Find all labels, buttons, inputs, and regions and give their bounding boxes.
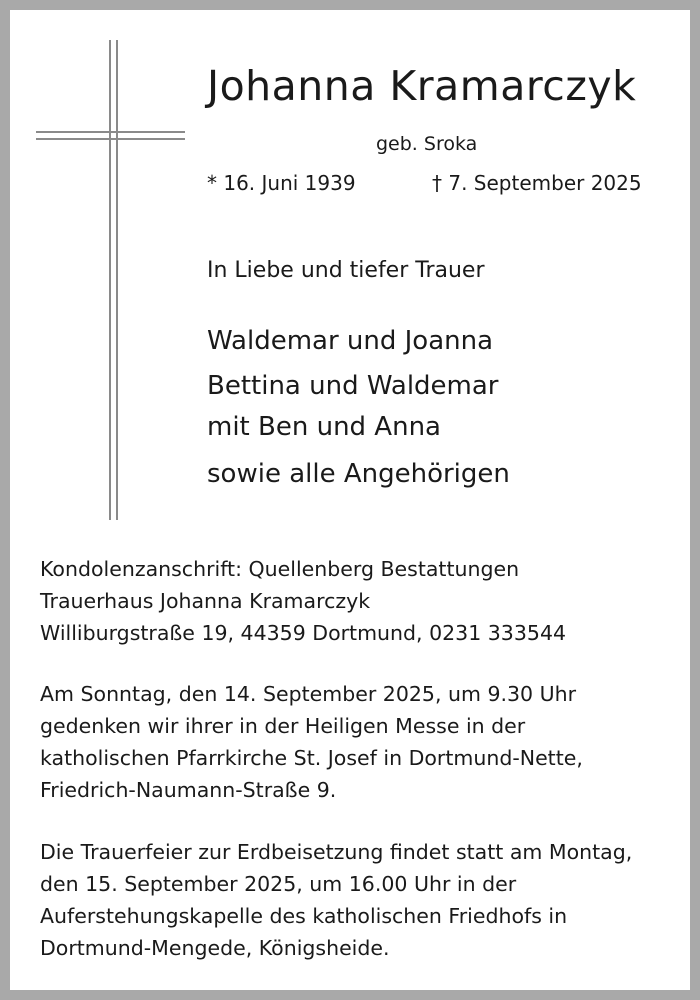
family-line: sowie alle Angehörigen	[207, 459, 510, 489]
family-line: Bettina und Waldemar	[207, 371, 499, 401]
condolence-line: Trauerhaus Johanna Kramarczyk	[40, 589, 371, 613]
funeral-line: Auferstehungskapelle des katholischen Friedhofs in	[40, 904, 568, 928]
deceased-name: Johanna Kramarczyk	[207, 62, 637, 110]
family-list	[207, 321, 510, 495]
family-line: mit Ben und Anna	[207, 412, 441, 442]
funeral-notice	[40, 836, 632, 964]
mass-notice	[40, 678, 583, 806]
funeral-line: Dortmund-Mengede, Königsheide.	[40, 936, 390, 960]
cross-horizontal-beam	[36, 131, 185, 140]
mass-line: gedenken wir ihrer in der Heiligen Messe in der	[40, 714, 526, 738]
mourning-line: In Liebe und tiefer Trauer	[207, 258, 485, 283]
funeral-line: Die Trauerfeier zur Erdbeisetzung findet statt am Montag,	[40, 840, 633, 864]
family-line: Waldemar und Joanna	[207, 326, 494, 356]
mass-line: Am Sonntag, den 14. September 2025, um 9.30 Uhr	[40, 682, 577, 706]
condolence-line: Kondolenzanschrift: Quellenberg Bestattungen	[40, 557, 520, 581]
mass-line: Friedrich-Naumann-Straße 9.	[40, 778, 337, 802]
birth-date: * 16. Juni 1939	[207, 171, 356, 195]
funeral-line: den 15. September 2025, um 16.00 Uhr in der	[40, 872, 517, 896]
condolence-line: Williburgstraße 19, 44359 Dortmund, 0231 333544	[40, 621, 567, 645]
birth-name: geb. Sroka	[376, 133, 478, 155]
death-date: † 7. September 2025	[432, 171, 642, 195]
mass-line: katholischen Pfarrkirche St. Josef in Dortmund-Nette,	[40, 746, 583, 770]
condolence-address	[40, 553, 566, 649]
cross-vertical-beam	[109, 40, 118, 520]
